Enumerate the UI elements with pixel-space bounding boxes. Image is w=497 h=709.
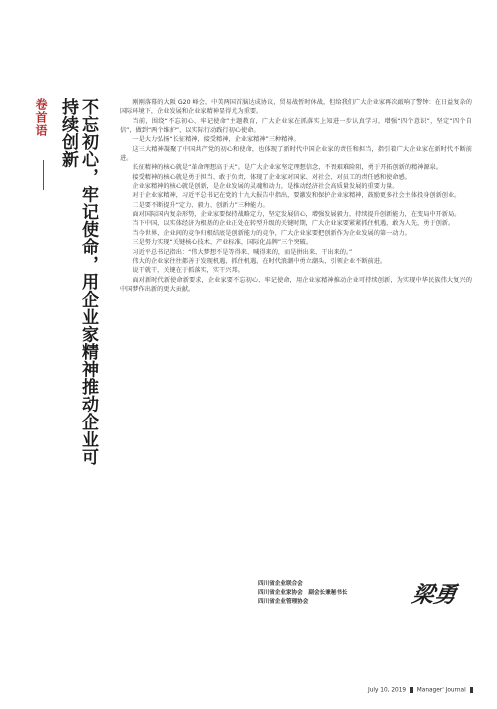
signature-org-line: 四川省企业联合会 <box>258 581 303 587</box>
paragraph: 这三大精神凝聚了中国共产党的初心和使命，也体现了新时代中国企业家的责任和担当，指引着广大企业家在新时代不断前进。 <box>120 145 472 163</box>
page-footer <box>368 687 473 694</box>
paragraph: 当下中国，以实体经济为根基的企业正处在转型升级的关键时期，广大企业家要紧紧抓住机遇，敢为人先，勇于创新。 <box>132 220 455 228</box>
section-tag: 卷首语 <box>34 98 48 137</box>
paragraph: 当前，围绕“不忘初心、牢记使命”主题教育，广大企业家在抓落实上知进一步认真学习，增强“四个意识”，坚定“四个自信”，做到“两个维护”，以实际行动践行初心使命。 <box>120 117 472 135</box>
paragraph: 接受精神的核心就是勇于担当、敢于负责，体现了企业家对国家、对社会、对员工的责任感和使命感。 <box>132 173 411 181</box>
paragraph: 面对新时代新使命新要求，企业家要不忘初心、牢记使命，用企业家精神推动企业可持续创新，为实现中华民族伟大复兴的中国梦作出新的更大贡献。 <box>120 276 472 293</box>
paragraph: 企业家精神的核心就是创新，是企业发展的灵魂和动力，是推动经济社会高质量发展的重要力量。 <box>132 183 399 191</box>
paragraph: 习近平总书记指出：“伟大梦想不是等得来、喊得来的，而是拼出来、干出来的。” <box>132 248 353 256</box>
footer-journal: Manager' Journal <box>416 687 466 694</box>
paragraph: 伟大的企业家往往都善于发现机遇，抓住机遇，在时代浪潮中勇立潮头，引领企业不断前进。 <box>132 257 387 265</box>
paragraph: 面对国际国内复杂形势，企业家要保持战略定力，坚定发展信心，增强发展毅力，持续提升创新能力，在变局中开新局。 <box>132 211 461 219</box>
paragraph: 一是大力弘扬“长征精神，接受精神，企业家精神”三种精神。 <box>132 136 300 144</box>
paragraph: 对于企业家精神，习近平总书记在党的十九大报告中指出，要激发和保护企业家精神，鼓励更多社会主体投身创新创业。 <box>132 192 461 200</box>
paragraph: 长征精神的核心就是“革命理想高于天”。是广大企业家坚定理想信念，不畏艰难险阻，勇于开拓创新的精神源泉。 <box>132 164 442 172</box>
article-body <box>120 98 472 572</box>
footer-separator <box>410 687 413 693</box>
signature-block <box>258 578 478 623</box>
article-title: 不忘初心，牢记使命，用企业家精神推动企业可持续创新 <box>58 98 98 466</box>
paragraph: 二是要不断提升“定力、毅力、创新力”三种能力。 <box>132 201 269 209</box>
footer-date: July 10, 2019 <box>368 687 407 694</box>
footer-mark <box>470 687 473 693</box>
signature-org-line: 四川省企业家协会 副会长兼秘书长 <box>258 590 348 596</box>
paragraph: 说干就干，关键在于抓落实，实干兴邦。 <box>132 267 244 275</box>
paragraph: 三是努力实现“关键核心技术、产业标准、国际化品牌”三个突破。 <box>132 239 313 247</box>
handwritten-signature: 梁勇 <box>409 582 459 608</box>
paragraph: 刚刚落幕的大阪 G20 峰会，中美两国首脑达成协议，贸易战暂时休战，但给我们广大企业家再次敲响了警钟：在日益复杂的国际环境下，企业发展和企业家精神显得尤为重要。 <box>120 99 472 116</box>
section-divider <box>43 160 44 190</box>
signature-org-line: 四川省企业管理协会 <box>258 599 309 605</box>
paragraph: 当今世界，企业间的竞争归根结底是创新能力的竞争，广大企业家要把创新作为企业发展的第一动力。 <box>132 229 411 237</box>
